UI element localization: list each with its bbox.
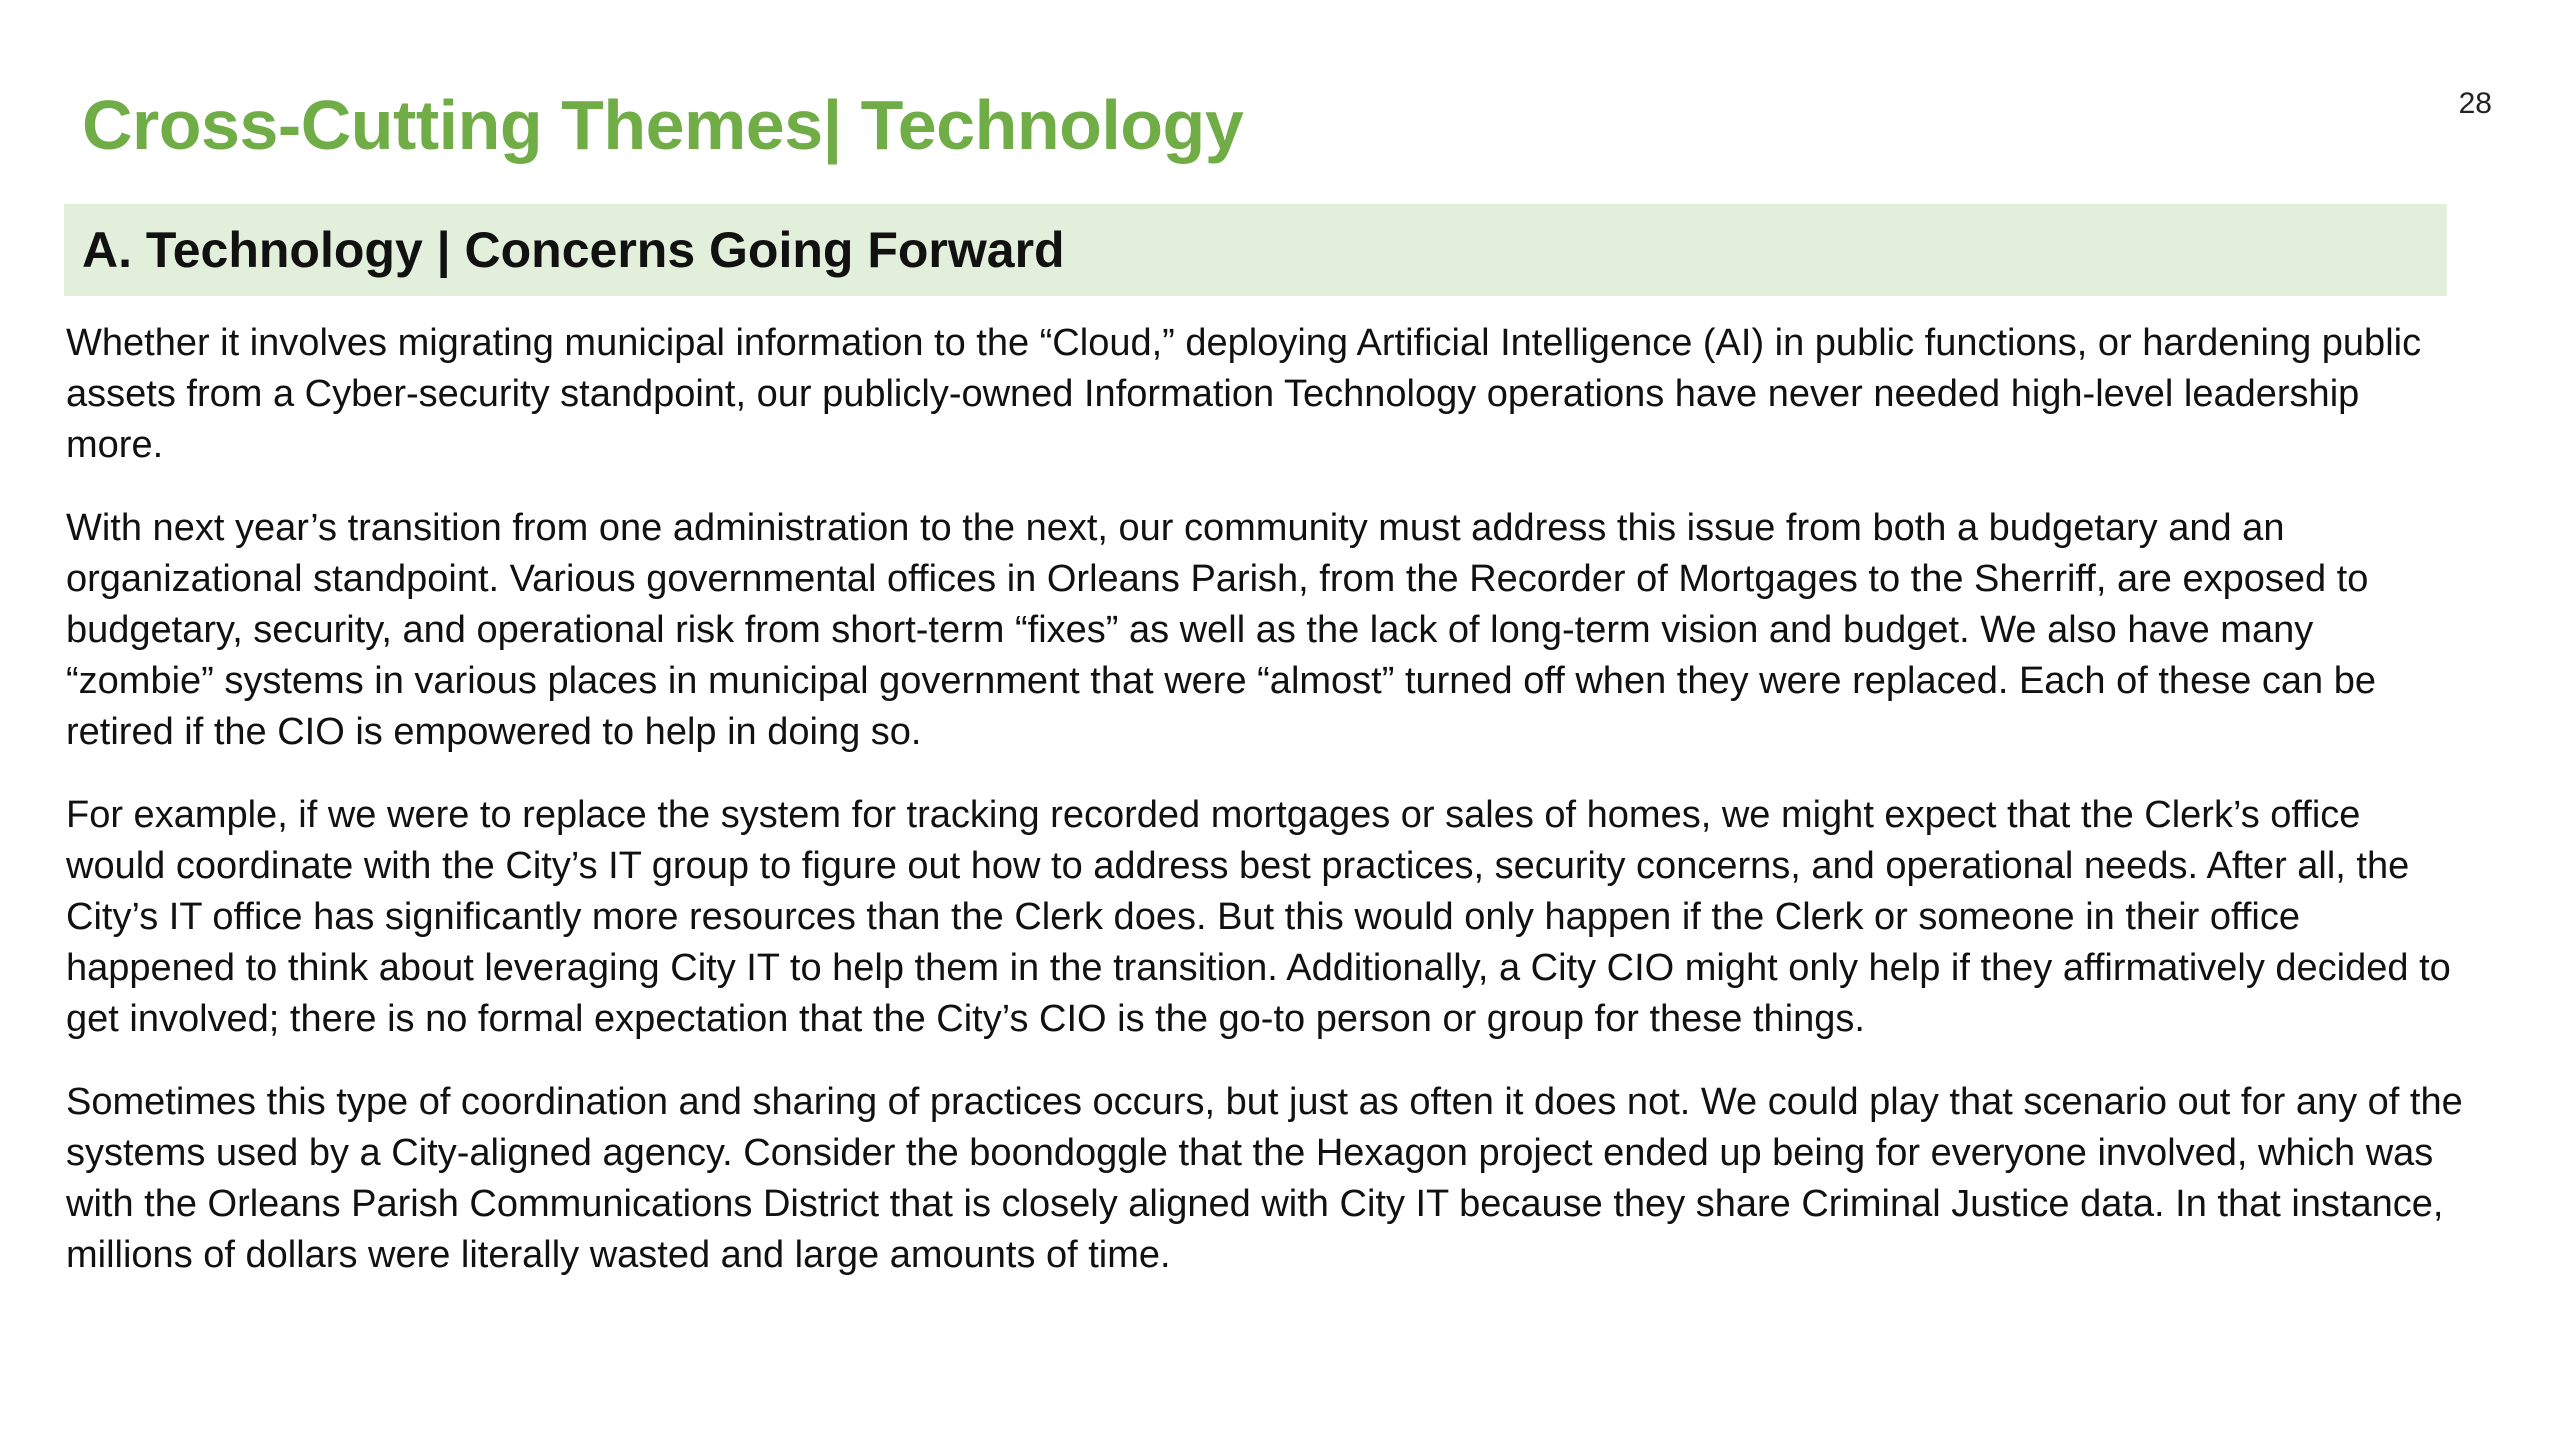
section-header-bar — [64, 204, 2447, 296]
paragraph-3: For example, if we were to replace the system for tracking recorded mortgages or sales of homes, we might expect that the Clerk’s office would coordinate with the City’s IT group to figure out how to address best practices, security concerns, and operational needs. After all, the City’s IT office has significantly more resources than the Clerk does. But this would only happen if the Clerk or someone in their office happened to think about leveraging City IT to help them in the transition. Additionally, a City CIO might only help if they affirmatively decided to get involved; there is no formal expectation that the City’s CIO is the go-to person or group for these things. — [66, 794, 2451, 1040]
body-text — [66, 318, 2466, 1313]
paragraph-2: With next year’s transition from one administration to the next, our community must address this issue from both a budgetary and an organizational standpoint. Various governmental offices in Orleans Parish, from the Recorder of Mortgages to the Sherriff, are exposed to budgetary, security, and operational risk from short-term “fixes” as well as the lack of long-term vision and budget. We also have many “zombie” systems in various places in municipal government that were “almost” turned off when they were replaced. Each of these can be retired if the CIO is empowered to help in doing so. — [66, 507, 2376, 753]
page-title: Cross-Cutting Themes| Technology — [82, 86, 1244, 164]
paragraph-1: Whether it involves migrating municipal information to the “Cloud,” deploying Artificial Intelligence (AI) in public functions, or hardening public assets from a Cyber-security standpoint, our publicly-owned Information Technology operations have never needed high-level leadership more. — [66, 322, 2422, 466]
section-heading: A. Technology | Concerns Going Forward — [82, 222, 1065, 278]
paragraph-4: Sometimes this type of coordination and sharing of practices occurs, but just as often it does not. We could play that scenario out for any of the systems used by a City-aligned agency. Consider the boondoggle that the Hexagon project ended up being for everyone involved, which was with the Orleans Parish Communications District that is closely aligned with City IT because they share Criminal Justice data. In that instance, millions of dollars were literally wasted and large amounts of time. — [66, 1081, 2463, 1276]
page-number: 28 — [2458, 87, 2492, 120]
